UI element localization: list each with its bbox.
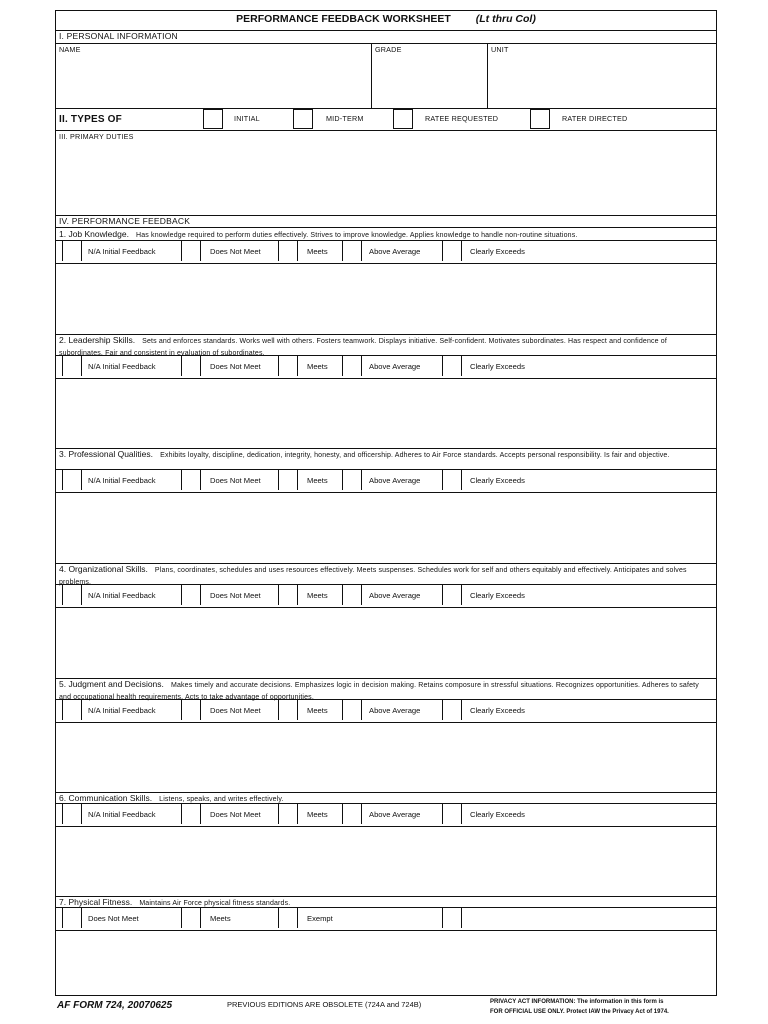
name-field[interactable] [58, 55, 368, 105]
item-1-above-average-checkbox[interactable] [342, 241, 362, 261]
item-1-clearly-exceeds-checkbox[interactable] [442, 241, 462, 261]
item-5-meets-checkbox[interactable] [278, 700, 298, 720]
item-3-meets-checkbox[interactable] [278, 470, 298, 490]
item-1-does-not-meet-label: Does Not Meet [210, 247, 261, 256]
item-4-above-average-label: Above Average [369, 591, 421, 600]
item-3-header: 3. Professional Qualities. Exhibits loyalty, discipline, dedication, integrity, honesty, and officership. Adheres to Air Force standards. Accepts personal responsibility. Is fair and objective. [59, 449, 670, 459]
item-5-clearly-exceeds-checkbox[interactable] [442, 700, 462, 720]
item-7-meets-checkbox[interactable] [181, 908, 201, 928]
item-5-na-label: N/A Initial Feedback [88, 706, 156, 715]
item-6-na-label: N/A Initial Feedback [88, 810, 156, 819]
item-3-rating-row [56, 469, 716, 493]
form-title [56, 13, 716, 25]
grade-field[interactable] [374, 55, 484, 105]
ratee-requested-label: RATEE REQUESTED [425, 114, 499, 123]
item-1-clearly-exceeds-label: Clearly Exceeds [470, 247, 525, 256]
item-3-above-average-checkbox[interactable] [342, 470, 362, 490]
form-id: AF FORM 724, 20070625 [57, 1000, 173, 1011]
item-3-does-not-meet-label: Does Not Meet [210, 476, 261, 485]
unit-label: UNIT [491, 45, 509, 54]
grade-label: GRADE [375, 45, 402, 54]
item-4-na-label: N/A Initial Feedback [88, 591, 156, 600]
item-1-header: 1. Job Knowledge. Has knowledge required to perform duties effectively. Strives to improve knowledge. Applies knowledge to handle non-routine situations. [59, 229, 578, 239]
item-6-meets-checkbox[interactable] [278, 804, 298, 824]
title-subtitle: (Lt thru Col) [475, 13, 536, 25]
item-1-na-label: N/A Initial Feedback [88, 247, 156, 256]
item-3-na-label: N/A Initial Feedback [88, 476, 156, 485]
item-4-clearly-exceeds-label: Clearly Exceeds [470, 591, 525, 600]
item-4-does-not-meet-label: Does Not Meet [210, 591, 261, 600]
primary-duties-field[interactable] [58, 143, 713, 213]
item-6-does-not-meet-label: Does Not Meet [210, 810, 261, 819]
item-6-does-not-meet-checkbox[interactable] [181, 804, 201, 824]
item-6-comments-field[interactable] [58, 827, 713, 895]
item-7-header: 7. Physical Fitness. Maintains Air Force physical fitness standards. [59, 897, 291, 907]
item-6-clearly-exceeds-label: Clearly Exceeds [470, 810, 525, 819]
item-2-meets-checkbox[interactable] [278, 356, 298, 376]
item-6-meets-label: Meets [307, 810, 328, 819]
rater-directed-label: RATER DIRECTED [562, 114, 628, 123]
rater-directed-checkbox[interactable] [530, 109, 550, 129]
item-2-rating-row [56, 355, 716, 379]
section-types-heading: II. TYPES OF [59, 114, 122, 125]
item-2-comments-field[interactable] [58, 379, 713, 447]
item-2-does-not-meet-checkbox[interactable] [181, 356, 201, 376]
item-5-na-checkbox[interactable] [62, 700, 82, 720]
item-3-clearly-exceeds-checkbox[interactable] [442, 470, 462, 490]
item-7-exempt-checkbox[interactable] [278, 908, 298, 928]
item-3-na-checkbox[interactable] [62, 470, 82, 490]
item-2-na-checkbox[interactable] [62, 356, 82, 376]
item-2-meets-label: Meets [307, 362, 328, 371]
item-7-does-not-meet-label: Does Not Meet [88, 914, 139, 923]
item-5-rating-row [56, 699, 716, 723]
name-label: NAME [59, 45, 81, 54]
item-2-na-label: N/A Initial Feedback [88, 362, 156, 371]
item-2-clearly-exceeds-label: Clearly Exceeds [470, 362, 525, 371]
item-1-does-not-meet-checkbox[interactable] [181, 241, 201, 261]
item-7-rating-row [56, 907, 716, 931]
mid-term-checkbox[interactable] [293, 109, 313, 129]
item-5-does-not-meet-checkbox[interactable] [181, 700, 201, 720]
item-6-clearly-exceeds-checkbox[interactable] [442, 804, 462, 824]
item-7-exempt-label: Exempt [307, 914, 333, 923]
initial-label: INITIAL [234, 114, 260, 123]
item-4-above-average-checkbox[interactable] [342, 585, 362, 605]
item-1-above-average-label: Above Average [369, 247, 421, 256]
item-1-comments-field[interactable] [58, 264, 713, 332]
item-3-comments-field[interactable] [58, 493, 713, 561]
item-2-above-average-checkbox[interactable] [342, 356, 362, 376]
section-personal-heading: I. PERSONAL INFORMATION [59, 31, 178, 41]
item-6-rating-row [56, 803, 716, 827]
item-6-above-average-checkbox[interactable] [342, 804, 362, 824]
item-4-rating-row [56, 584, 716, 608]
item-6-na-checkbox[interactable] [62, 804, 82, 824]
item-6-header: 6. Communication Skills. Listens, speaks, and writes effectively. [59, 793, 284, 803]
item-7-meets-label: Meets [210, 914, 231, 923]
item-3-meets-label: Meets [307, 476, 328, 485]
item-2-header: 2. Leadership Skills. Sets and enforces standards. Works well with others. Fosters teamwork. Displays initiative. Self-confident. Motivates subordinates. Has respect and confidence of subordinates. Fair and consistent in evaluation of subordinates. [59, 335, 667, 357]
item-6-above-average-label: Above Average [369, 810, 421, 819]
item-4-does-not-meet-checkbox[interactable] [181, 585, 201, 605]
item-2-clearly-exceeds-checkbox[interactable] [442, 356, 462, 376]
item-1-meets-checkbox[interactable] [278, 241, 298, 261]
title-text: PERFORMANCE FEEDBACK WORKSHEET [236, 13, 451, 25]
item-5-does-not-meet-label: Does Not Meet [210, 706, 261, 715]
item-7-does-not-meet-checkbox[interactable] [62, 908, 82, 928]
item-4-meets-label: Meets [307, 591, 328, 600]
item-5-header: 5. Judgment and Decisions. Makes timely and accurate decisions. Emphasizes logic in decision making. Retains composure in stressful situations. Recognizes opportunities. Adheres to safety and occupational health requirements. Acts to take advantage of opportunities. [59, 679, 699, 701]
item-4-clearly-exceeds-checkbox[interactable] [442, 585, 462, 605]
item-5-comments-field[interactable] [58, 723, 713, 791]
item-7-comments-field[interactable] [58, 931, 713, 993]
mid-term-label: MID-TERM [326, 114, 364, 123]
item-1-rating-row [56, 240, 716, 264]
privacy-line-2: FOR OFFICIAL USE ONLY. Protect IAW the Privacy Act of 1974. [490, 1009, 669, 1015]
item-1-na-checkbox[interactable] [62, 241, 82, 261]
item-5-above-average-label: Above Average [369, 706, 421, 715]
item-5-above-average-checkbox[interactable] [342, 700, 362, 720]
unit-field[interactable] [490, 55, 714, 105]
item-2-above-average-label: Above Average [369, 362, 421, 371]
item-3-above-average-label: Above Average [369, 476, 421, 485]
item-2-does-not-meet-label: Does Not Meet [210, 362, 261, 371]
editions-note: PREVIOUS EDITIONS ARE OBSOLETE (724A and 724B) [227, 1000, 422, 1009]
section-feedback-heading: IV. PERFORMANCE FEEDBACK [59, 216, 191, 226]
feedback-form [55, 10, 717, 996]
item-5-clearly-exceeds-label: Clearly Exceeds [470, 706, 525, 715]
item-4-meets-checkbox[interactable] [278, 585, 298, 605]
item-1-meets-label: Meets [307, 247, 328, 256]
item-3-does-not-meet-checkbox[interactable] [181, 470, 201, 490]
item-7-extra-checkbox[interactable] [442, 908, 462, 928]
item-4-na-checkbox[interactable] [62, 585, 82, 605]
ratee-requested-checkbox[interactable] [393, 109, 413, 129]
initial-checkbox[interactable] [203, 109, 223, 129]
item-3-clearly-exceeds-label: Clearly Exceeds [470, 476, 525, 485]
section-duties-heading: III. PRIMARY DUTIES [59, 132, 134, 141]
privacy-line-1: PRIVACY ACT INFORMATION: The information in this form is [490, 999, 664, 1005]
item-5-meets-label: Meets [307, 706, 328, 715]
item-4-comments-field[interactable] [58, 608, 713, 676]
item-4-header: 4. Organizational Skills. Plans, coordinates, schedules and uses resources effectively. Meets suspenses. Schedules work for self and others equitably and effectively. Anticipates and solves problems. [59, 564, 687, 586]
